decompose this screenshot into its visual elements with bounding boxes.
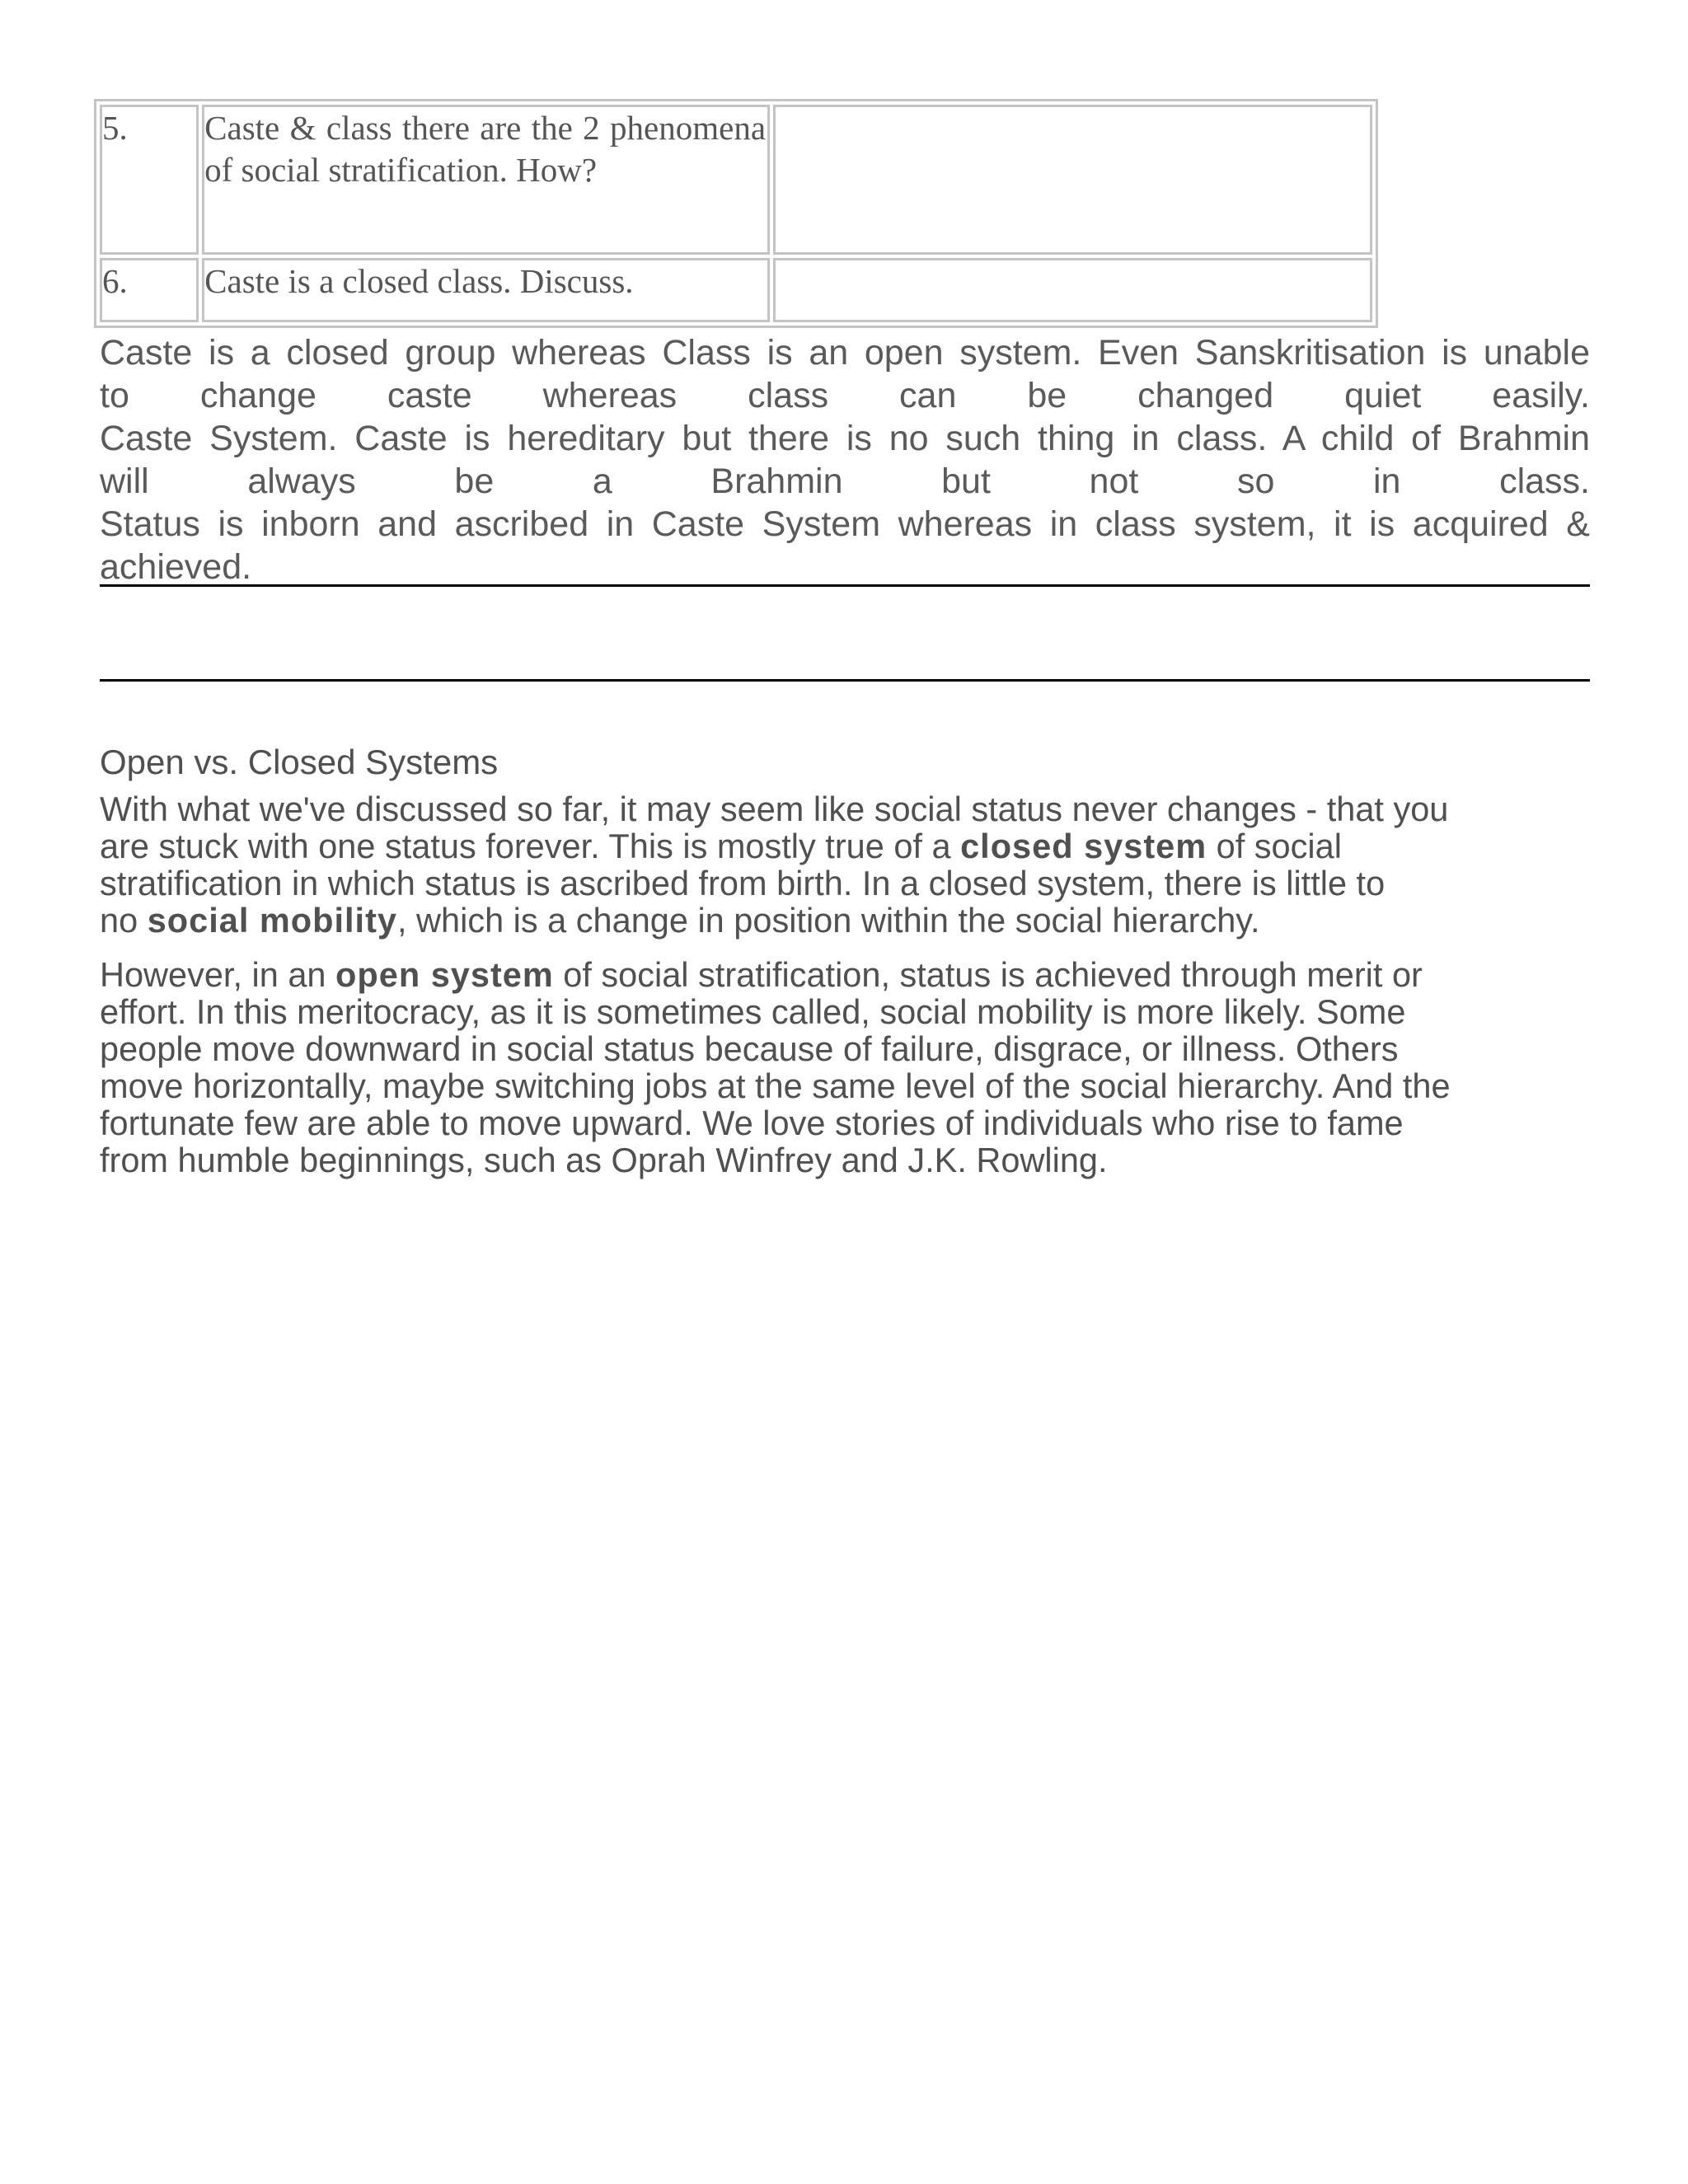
text-line: people move downward in social status because of failure, disgrace, or illness. Others bbox=[100, 1029, 1399, 1068]
text-line bbox=[100, 827, 1616, 865]
questions-table bbox=[94, 99, 1378, 328]
text-line: effort. In this meritocracy, as it is sometimes called, social mobility is more likely. Some bbox=[100, 992, 1406, 1031]
question-text: Caste & class there are the 2 phenomena of social stratification. How? bbox=[202, 105, 770, 255]
term-closed-system: closed system bbox=[960, 827, 1207, 865]
text-segment: are stuck with one status forever. This is mostly true of a bbox=[100, 827, 961, 865]
article-section bbox=[100, 741, 1616, 1196]
text-line bbox=[100, 902, 1616, 939]
text-segment: of social stratification, status is achieved through merit or bbox=[553, 955, 1423, 994]
answer-line: achieved. bbox=[100, 547, 252, 587]
text-line: fortunate few are able to move upward. We love stories of individuals who rise to fame bbox=[100, 1104, 1404, 1142]
text-line: move horizontally, maybe switching jobs at the same level of the social hierarchy. And the bbox=[100, 1066, 1451, 1105]
question-number: 5. bbox=[100, 105, 199, 255]
divider-line bbox=[100, 584, 1590, 587]
text-line: With what we've discussed so far, it may seem like social status never changes - that you bbox=[100, 790, 1449, 828]
term-social-mobility: social mobility bbox=[147, 901, 397, 940]
answer-line: will always be a Brahmin but not so in class. bbox=[100, 462, 1590, 501]
text-line bbox=[100, 956, 1616, 993]
answer-cell bbox=[773, 105, 1372, 255]
answer-line: Status is inborn and ascribed in Caste System whereas in class system, it is acquired & bbox=[100, 504, 1590, 544]
text-segment: of social bbox=[1207, 827, 1342, 865]
table-row bbox=[100, 105, 1372, 255]
table-row bbox=[100, 258, 1372, 322]
answer-paragraph bbox=[100, 331, 1590, 588]
question-text: Caste is a closed class. Discuss. bbox=[202, 258, 770, 322]
question-number: 6. bbox=[100, 258, 199, 322]
answer-line: Caste is a closed group whereas Class is an open system. Even Sanskritisation is unable bbox=[100, 333, 1590, 373]
text-segment: , which is a change in position within the social hierarchy. bbox=[396, 901, 1260, 940]
answer-line: to change caste whereas class can be changed quiet easily. bbox=[100, 376, 1590, 415]
section-heading: Open vs. Closed Systems bbox=[100, 743, 499, 781]
divider-line bbox=[100, 679, 1590, 682]
text-line: from humble beginnings, such as Oprah Winfrey and J.K. Rowling. bbox=[100, 1141, 1108, 1179]
text-line: stratification in which status is ascribed from birth. In a closed system, there is little to bbox=[100, 864, 1386, 902]
text-segment: However, in an bbox=[100, 955, 336, 994]
text-segment: no bbox=[100, 901, 148, 940]
paragraph-open-system bbox=[100, 956, 1616, 1179]
answer-cell bbox=[773, 258, 1372, 322]
answer-line: Caste System. Caste is hereditary but there is no such thing in class. A child of Brahmin bbox=[100, 419, 1590, 458]
term-open-system: open system bbox=[335, 955, 554, 994]
paragraph-closed-system bbox=[100, 790, 1616, 939]
